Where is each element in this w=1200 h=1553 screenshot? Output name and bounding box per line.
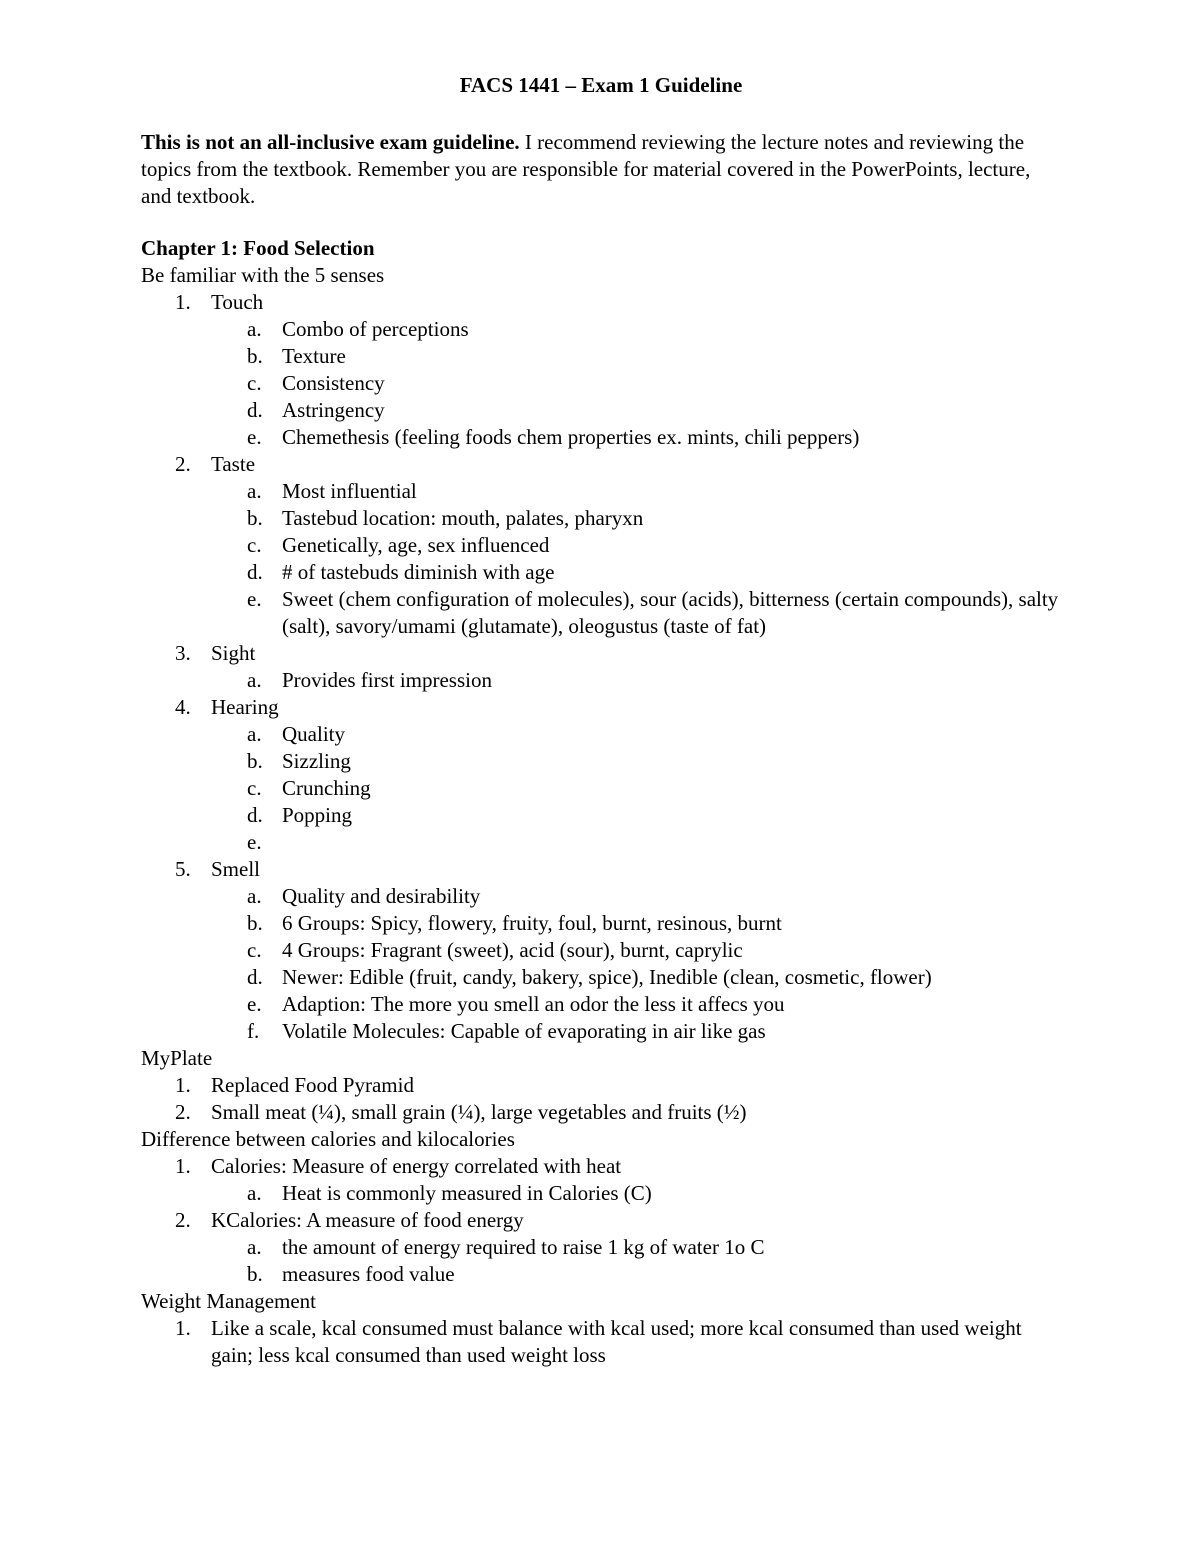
sub-list-item-text: Newer: Edible (fruit, candy, bakery, spice), Inedible (clean, cosmetic, flower) [282, 965, 932, 989]
sub-list-marker: a. [247, 479, 262, 503]
sub-list-item [141, 721, 1061, 748]
sub-list-item [141, 829, 1061, 856]
sub-list-item [141, 424, 1061, 451]
list-item-text: Small meat (¼), small grain (¼), large vegetables and fruits (½) [211, 1100, 747, 1124]
sub-list-item [141, 505, 1061, 532]
sub-list-marker: a. [247, 1235, 262, 1259]
sub-list-item-text: Sizzling [282, 749, 351, 773]
list-item [141, 640, 1061, 667]
sub-list-item-text: # of tastebuds diminish with age [282, 560, 555, 584]
list-marker: 1. [175, 290, 191, 314]
sub-list-marker: d. [247, 965, 263, 989]
list-item-text: Sight [211, 641, 256, 665]
sub-list-item [141, 937, 1061, 964]
list-marker: 2. [175, 1100, 191, 1124]
sub-list-item-text: Astringency [282, 398, 385, 422]
sub-list-item-text: Provides first impression [282, 668, 492, 692]
sub-list-item [141, 991, 1061, 1018]
sub-list-item-text: Sweet (chem configuration of molecules), sour (acids), bitterness (certain compounds), salty (salt), savory/umami (glutamate), oleogustus (taste of fat) [282, 587, 1059, 638]
sub-list-item-text: Crunching [282, 776, 371, 800]
sub-list-item-text: measures food value [282, 1262, 455, 1286]
sub-list-marker: f. [247, 1019, 260, 1043]
sub-list-marker: a. [247, 668, 262, 692]
list-item-text: Calories: Measure of energy correlated with heat [211, 1154, 622, 1178]
list-marker: 4. [175, 695, 191, 719]
sub-list-item [141, 1234, 1061, 1261]
document-title: FACS 1441 – Exam 1 Guideline [459, 73, 743, 97]
sub-list-item-text: Heat is commonly measured in Calories (C) [282, 1181, 652, 1205]
sub-list-item [141, 802, 1061, 829]
sub-list-item-text: Popping [282, 803, 353, 827]
sub-list-item [141, 883, 1061, 910]
intro-text: I recommend reviewing the lecture notes and reviewing the topics from the textbook. Remember you are responsible for material covered in the PowerPoints, lecture, and textbook. [141, 130, 1031, 208]
sub-list-item [141, 397, 1061, 424]
list-item-text: Touch [211, 290, 264, 314]
sub-list-item-text: Texture [282, 344, 346, 368]
section-heading: Weight Management [141, 1289, 317, 1313]
sub-list-item-text: Adaption: The more you smell an odor the less it affecs you [282, 992, 785, 1016]
sub-list-marker: a. [247, 317, 262, 341]
sub-list-marker: e. [247, 992, 262, 1016]
sub-list-marker: e. [247, 830, 262, 854]
sub-list-item-text: Tastebud location: mouth, palates, pharyxn [282, 506, 644, 530]
sub-list-item [141, 1180, 1061, 1207]
sub-list-item [141, 775, 1061, 802]
sub-list-marker: d. [247, 803, 263, 827]
list-item [141, 1315, 1061, 1369]
sub-list-item-text: Consistency [282, 371, 385, 395]
sub-list-marker: b. [247, 749, 263, 773]
sub-list-item [141, 1018, 1061, 1045]
sub-list-item [141, 559, 1061, 586]
list-item [141, 694, 1061, 721]
list-marker: 2. [175, 452, 191, 476]
list-item [141, 1072, 1061, 1099]
list-item [141, 289, 1061, 316]
sub-list-item-text [282, 830, 287, 854]
sub-list-marker: c. [247, 776, 262, 800]
sub-list-marker: b. [247, 1262, 263, 1286]
list-marker: 3. [175, 641, 191, 665]
sub-list-item-text: Quality and desirability [282, 884, 481, 908]
sections-container [141, 262, 1061, 1369]
list-item-text: Hearing [211, 695, 279, 719]
list-item-text: Like a scale, kcal consumed must balance with kcal used; more kcal consumed than used weight gain; less kcal consumed than used weight loss [211, 1316, 1022, 1367]
sub-list-item [141, 748, 1061, 775]
list-item [141, 1207, 1061, 1234]
sub-list-item [141, 316, 1061, 343]
sub-list-marker: d. [247, 560, 263, 584]
list-marker: 2. [175, 1208, 191, 1232]
sub-list-marker: a. [247, 1181, 262, 1205]
sub-list-marker: d. [247, 398, 263, 422]
sub-list-marker: e. [247, 587, 262, 611]
section-heading: MyPlate [141, 1046, 213, 1070]
sub-list-item [141, 478, 1061, 505]
list-marker: 1. [175, 1316, 191, 1340]
list-item [141, 856, 1061, 883]
sub-list-item-text: Genetically, age, sex influenced [282, 533, 550, 557]
sub-list-item-text: the amount of energy required to raise 1 kg of water 1o C [282, 1235, 765, 1259]
list-item [141, 1153, 1061, 1180]
sub-list-item [141, 586, 1061, 640]
sub-list-marker: c. [247, 938, 262, 962]
sub-list-item [141, 964, 1061, 991]
section-heading: Be familiar with the 5 senses [141, 263, 385, 287]
list-item-text: Replaced Food Pyramid [211, 1073, 414, 1097]
sub-list-item [141, 1261, 1061, 1288]
sub-list-item [141, 667, 1061, 694]
sub-list-item-text: Chemethesis (feeling foods chem properties ex. mints, chili peppers) [282, 425, 860, 449]
list-marker: 5. [175, 857, 191, 881]
sub-list-item-text: Most influential [282, 479, 417, 503]
intro-paragraph [141, 129, 1061, 210]
sub-list-marker: a. [247, 722, 262, 746]
sub-list-item-text: Volatile Molecules: Capable of evaporating in air like gas [282, 1019, 766, 1043]
sub-list-item-text: 6 Groups: Spicy, flowery, fruity, foul, burnt, resinous, burnt [282, 911, 782, 935]
sub-list-item [141, 532, 1061, 559]
intro-bold-text: This is not an all-inclusive exam guideline. [141, 130, 520, 154]
list-item-text: KCalories: A measure of food energy [211, 1208, 524, 1232]
chapter-heading: Chapter 1: Food Selection [141, 236, 375, 260]
list-item-text: Taste [211, 452, 256, 476]
list-item [141, 1099, 1061, 1126]
sub-list-marker: a. [247, 884, 262, 908]
document-page [141, 72, 1061, 1369]
list-marker: 1. [175, 1154, 191, 1178]
sub-list-marker: b. [247, 911, 263, 935]
list-item-text: Smell [211, 857, 261, 881]
sub-list-item [141, 343, 1061, 370]
sub-list-marker: c. [247, 371, 262, 395]
sub-list-marker: e. [247, 425, 262, 449]
sub-list-marker: c. [247, 533, 262, 557]
list-item [141, 451, 1061, 478]
sub-list-item [141, 370, 1061, 397]
list-marker: 1. [175, 1073, 191, 1097]
sub-list-marker: b. [247, 506, 263, 530]
sub-list-item [141, 910, 1061, 937]
sub-list-item-text: Quality [282, 722, 345, 746]
section-heading: Difference between calories and kilocalories [141, 1127, 515, 1151]
sub-list-item-text: Combo of perceptions [282, 317, 469, 341]
sub-list-item-text: 4 Groups: Fragrant (sweet), acid (sour), burnt, caprylic [282, 938, 743, 962]
sub-list-marker: b. [247, 344, 263, 368]
